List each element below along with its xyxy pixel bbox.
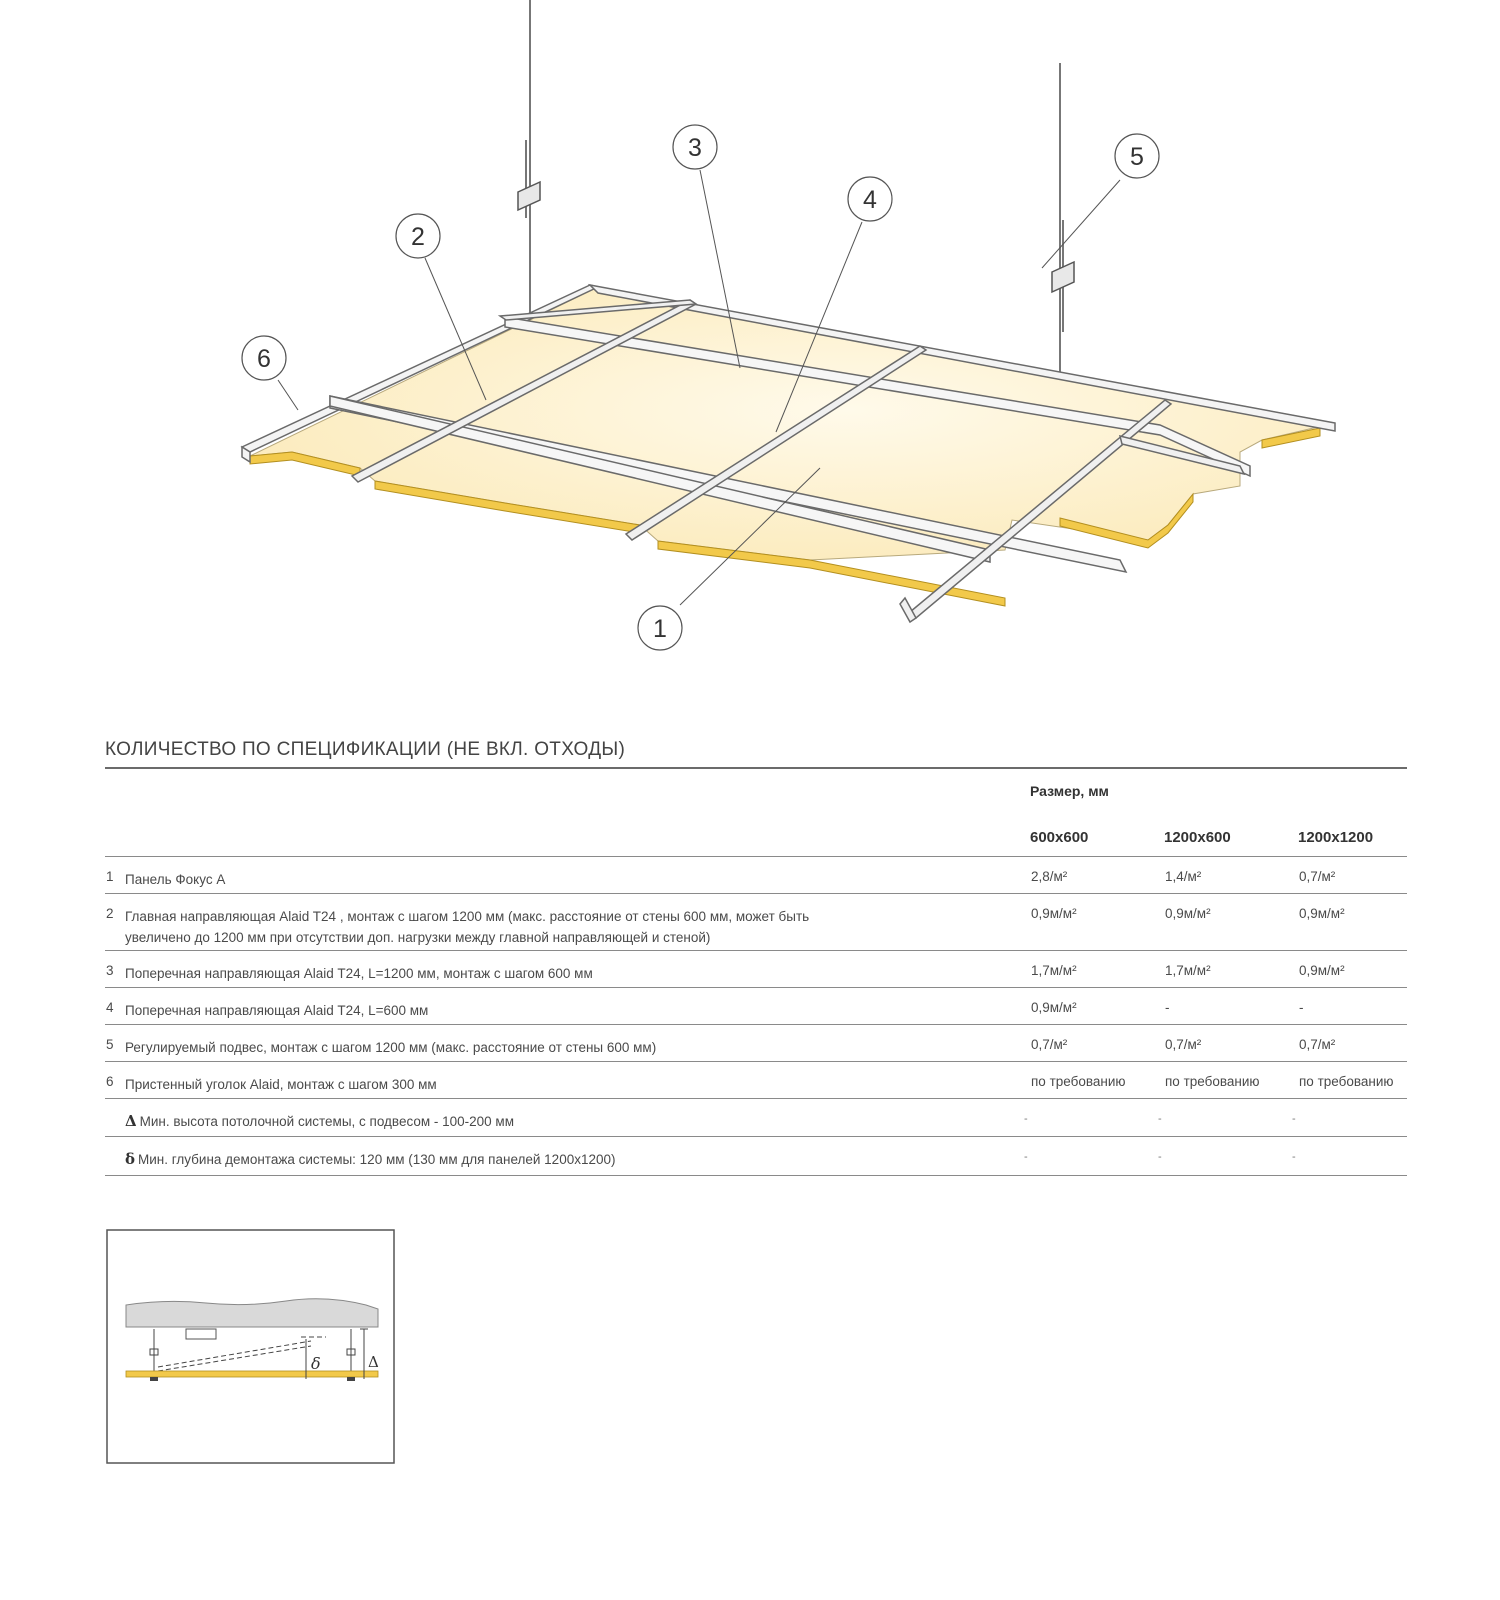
section-detail [106,1229,396,1465]
table-row [105,950,1407,988]
value-1200x600: по требованию [1165,1074,1260,1089]
spec-bottom-rule [105,1175,1407,1176]
value-600x600: по требованию [1031,1074,1126,1089]
value-600x600: - [1024,1151,1028,1163]
callout-4 [848,177,892,221]
table-row [105,987,1407,1025]
callout-1 [638,606,682,650]
row-description: Поперечная направляющая Alaid T24, L=600 мм [125,1003,429,1018]
spec-top-rule [105,767,1407,769]
table-row [105,1061,1407,1099]
slab-insert [186,1329,216,1339]
row-description-text: Мин. высота потолочной системы, с подвесом - 100-200 мм [139,1114,514,1129]
row-description: Главная направляющая Alaid T24 , монтаж с шагом 1200 мм (макс. расстояние от стены 600 мм, может быть увеличено до 1200 мм при отсутствии доп. нагрузки между главной направляющей и стеной) [125,909,810,945]
value-600x600: 0,9м/м² [1031,1000,1077,1015]
value-600x600: 0,7/м² [1031,1037,1068,1052]
value-1200x1200: 0,9м/м² [1299,906,1345,921]
value-1200x600: - [1158,1113,1162,1125]
delta-large-label: Δ [368,1353,379,1371]
callout-6 [242,336,286,380]
ceiling-panel [126,1371,378,1377]
table-row [105,1024,1407,1062]
value-1200x600: 0,7/м² [1165,1037,1202,1052]
column-1200x1200: 1200x1200 [1298,829,1374,846]
row-description: Панель Фокус А [125,872,226,887]
value-600x600: 1,7м/м² [1031,963,1077,978]
callout-3 [673,125,717,169]
row-description: Поперечная направляющая Alaid T24, L=1200 мм, монтаж с шагом 600 мм [125,966,593,981]
table-row [105,1098,1407,1136]
value-1200x1200: - [1299,1000,1304,1015]
row-description-text: Мин. глубина демонтажа системы: 120 мм (130 мм для панелей 1200x1200) [138,1152,616,1167]
value-1200x1200: 0,7/м² [1299,869,1336,884]
row-number: 2 [106,906,114,921]
value-1200x600: - [1158,1151,1162,1163]
callout-1-label: 1 [653,615,667,643]
delta-symbol: Δ [125,1112,137,1130]
column-1200x600: 1200x600 [1164,829,1231,846]
value-600x600: - [1024,1113,1028,1125]
hanger-clips [518,182,1074,292]
value-1200x1200: 0,7/м² [1299,1037,1336,1052]
small-delta-symbol: δ [125,1150,136,1168]
callout-5 [1115,134,1159,178]
value-1200x1200: 0,9м/м² [1299,963,1345,978]
row-description: Пристенный уголок Alaid, монтаж с шагом 300 мм [125,1077,437,1092]
row-number: 5 [106,1037,114,1052]
row-number: 6 [106,1074,114,1089]
value-600x600: 0,9м/м² [1031,906,1077,921]
value-600x600: 2,8/м² [1031,869,1068,884]
callout-5-label: 5 [1130,143,1144,171]
ceiling-system-diagram [0,0,1500,680]
value-1200x600: 1,7м/м² [1165,963,1211,978]
row-description: Регулируемый подвес, монтаж с шагом 1200 мм (макс. расстояние от стены 600 мм) [125,1040,657,1055]
spec-title: КОЛИЧЕСТВО ПО СПЕЦИФИКАЦИИ (НЕ ВКЛ. ОТХОДЫ) [105,739,626,760]
row-number: 4 [106,1000,114,1015]
size-header: Размер, мм [1030,783,1109,799]
row-description [125,1111,1005,1132]
value-1200x1200: - [1292,1151,1296,1163]
callout-3-label: 3 [688,134,702,162]
table-row [105,1136,1407,1176]
value-1200x600: - [1165,1000,1170,1015]
value-1200x600: 1,4/м² [1165,869,1202,884]
callout-4-label: 4 [863,186,877,214]
value-1200x1200: - [1292,1113,1296,1125]
table-row [105,893,1407,951]
row-number: 3 [106,963,114,978]
row-description [125,1149,1005,1170]
table-row [105,856,1407,894]
column-600x600: 600x600 [1030,829,1089,846]
callout-6-label: 6 [257,345,271,373]
callout-2-label: 2 [411,223,425,251]
value-1200x1200: по требованию [1299,1074,1394,1089]
row-number: 1 [106,869,114,884]
callout-2 [396,214,440,258]
value-1200x600: 0,9м/м² [1165,906,1211,921]
delta-small-label: δ [311,1354,321,1373]
